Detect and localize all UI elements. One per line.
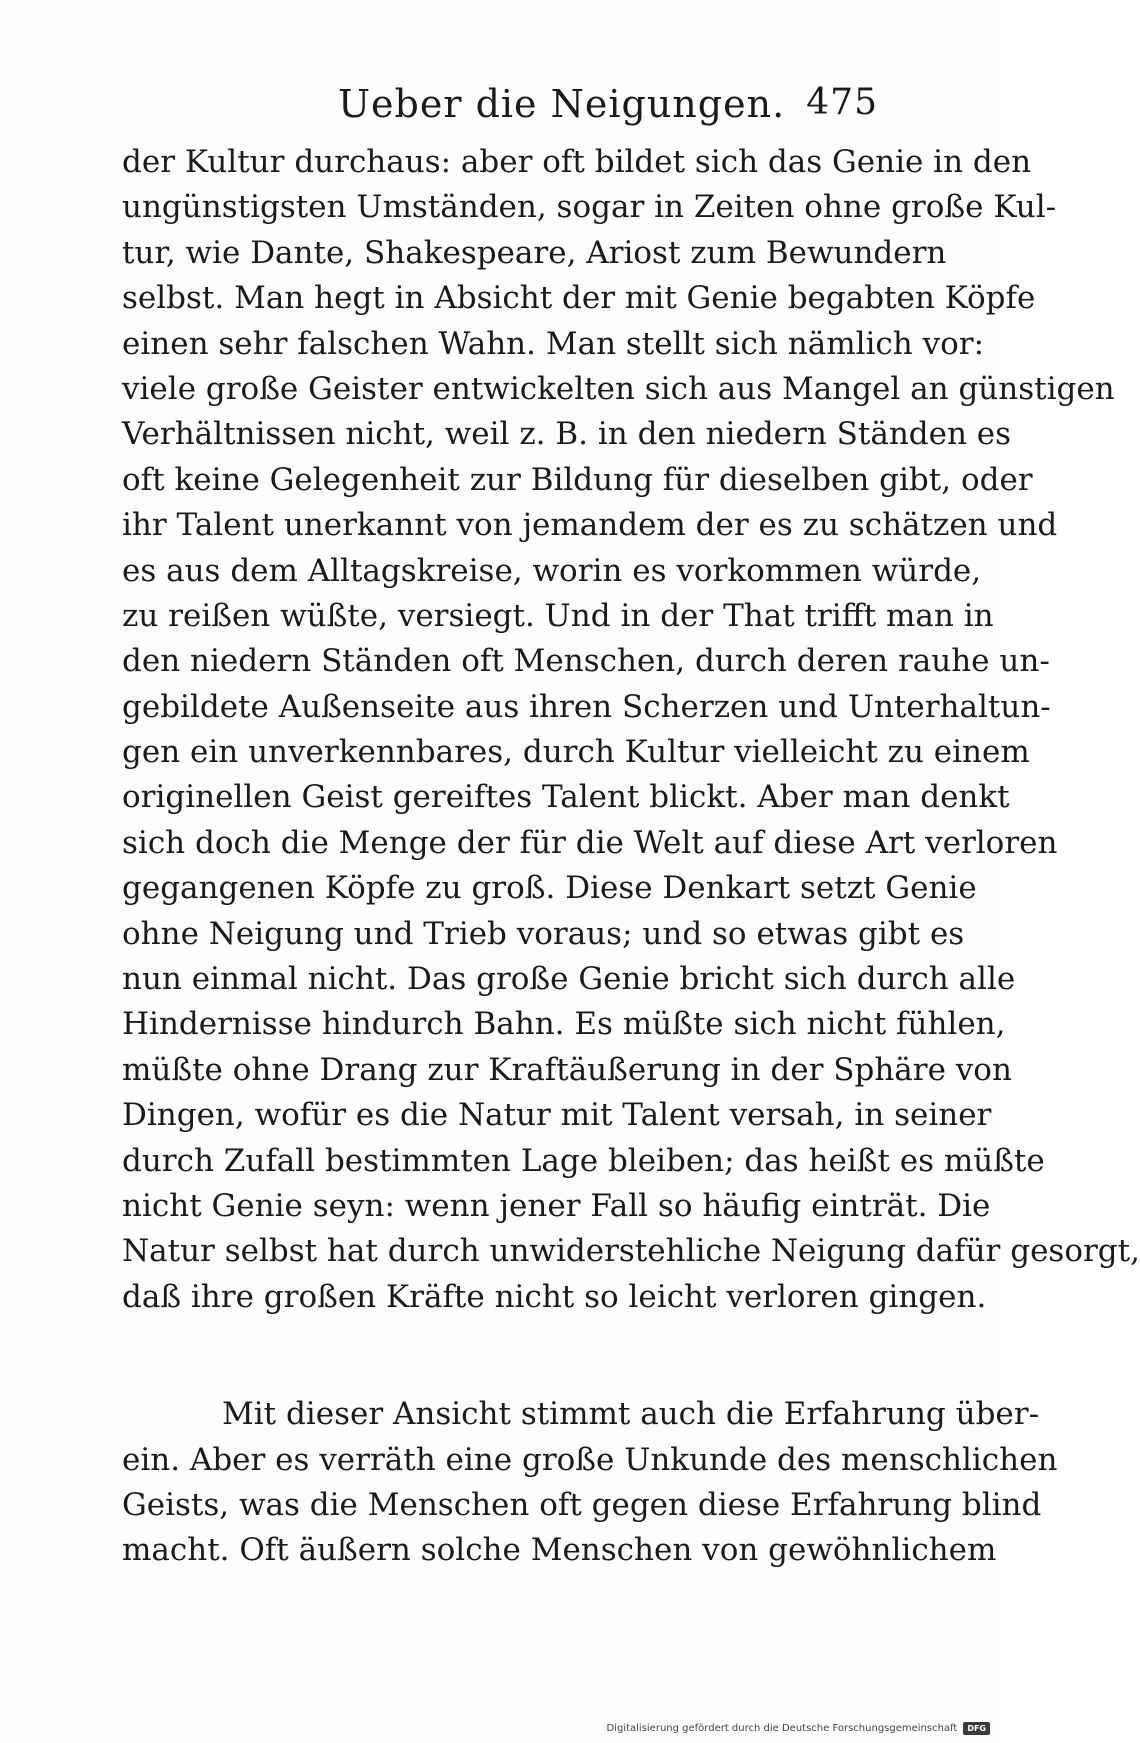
text-line: gegangenen Köpfe zu groß. Diese Denkart setzt Genie [122,870,977,907]
paragraph-1 [122,140,1140,1320]
text-line: gen ein unverkennbares, durch Kultur vielleicht zu einem [122,734,1030,771]
text-line: Natur selbst hat durch unwiderstehliche Neigung dafür gesorgt, [122,1233,1140,1270]
text-line: müßte ohne Drang zur Kraftäußerung in der Sphäre von [122,1051,1012,1088]
text-line: daß ihre großen Kräfte nicht so leicht verloren gingen. [122,1278,987,1315]
text-line: es aus dem Alltagskreise, worin es vorkommen würde, [122,552,982,589]
text-line: viele große Geister entwickelten sich aus Mangel an günstigen [122,370,1115,407]
running-title: Ueber die Neigungen. [338,82,786,126]
text-line: ungünstigsten Umständen, sogar in Zeiten ohne große Kul- [122,189,1057,226]
text-line: den niedern Ständen oft Menschen, durch deren rauhe un- [122,643,1050,680]
text-line: ohne Neigung und Trieb voraus; und so etwas gibt es [122,915,965,952]
text-line: macht. Oft äußern solche Menschen von gewöhnlichem [122,1532,997,1569]
text-line: ihr Talent unerkannt von jemandem der es zu schätzen und [122,507,1058,544]
text-line: Hindernisse hindurch Bahn. Es müßte sich nicht fühlen, [122,1006,1006,1043]
text-line: nun einmal nicht. Das große Genie bricht sich durch alle [122,961,1016,998]
text-line: Mit dieser Ansicht stimmt auch die Erfahrung über- [222,1396,1040,1433]
body-text [122,140,1140,1574]
text-line: selbst. Man hegt in Absicht der mit Genie begabten Köpfe [122,280,1036,317]
digitization-footer [606,1722,990,1735]
text-line: originellen Geist gereiftes Talent blickt. Aber man denkt [122,779,1010,816]
paragraph-2 [122,1392,1058,1574]
footer-credit: Digitalisierung gefördert durch die Deutsche Forschungsgemeinschaft [606,1723,958,1734]
text-line: nicht Genie seyn: wenn jener Fall so häufig einträt. Die [122,1187,991,1224]
text-line: Verhältnissen nicht, weil z. B. in den niedern Ständen es [122,416,1012,453]
page-number: 475 [806,82,878,123]
paragraph-gap [122,1320,912,1392]
text-line: sich doch die Menge der für die Welt auf diese Art verloren [122,824,1058,861]
text-line: gebildete Außenseite aus ihren Scherzen und Unterhaltun- [122,688,1051,725]
text-line: Dingen, wofür es die Natur mit Talent versah, in seiner [122,1097,992,1134]
running-header [318,82,878,132]
text-line: tur, wie Dante, Shakespeare, Ariost zum Bewundern [122,234,947,271]
text-line: oft keine Gelegenheit zur Bildung für dieselben gibt, oder [122,461,1033,498]
text-line: Geists, was die Menschen oft gegen diese Erfahrung blind [122,1486,1042,1523]
text-line: zu reißen wüßte, versiegt. Und in der That trifft man in [122,597,994,634]
dfg-logo-icon: DFG [963,1722,990,1735]
text-line: durch Zufall bestimmten Lage bleiben; das heißt es müßte [122,1142,1045,1179]
text-line: der Kultur durchaus: aber oft bildet sich das Genie in den [122,144,1032,180]
text-line: einen sehr falschen Wahn. Man stellt sich nämlich vor: [122,325,985,362]
text-line: ein. Aber es verräth eine große Unkunde des menschlichen [122,1441,1058,1478]
